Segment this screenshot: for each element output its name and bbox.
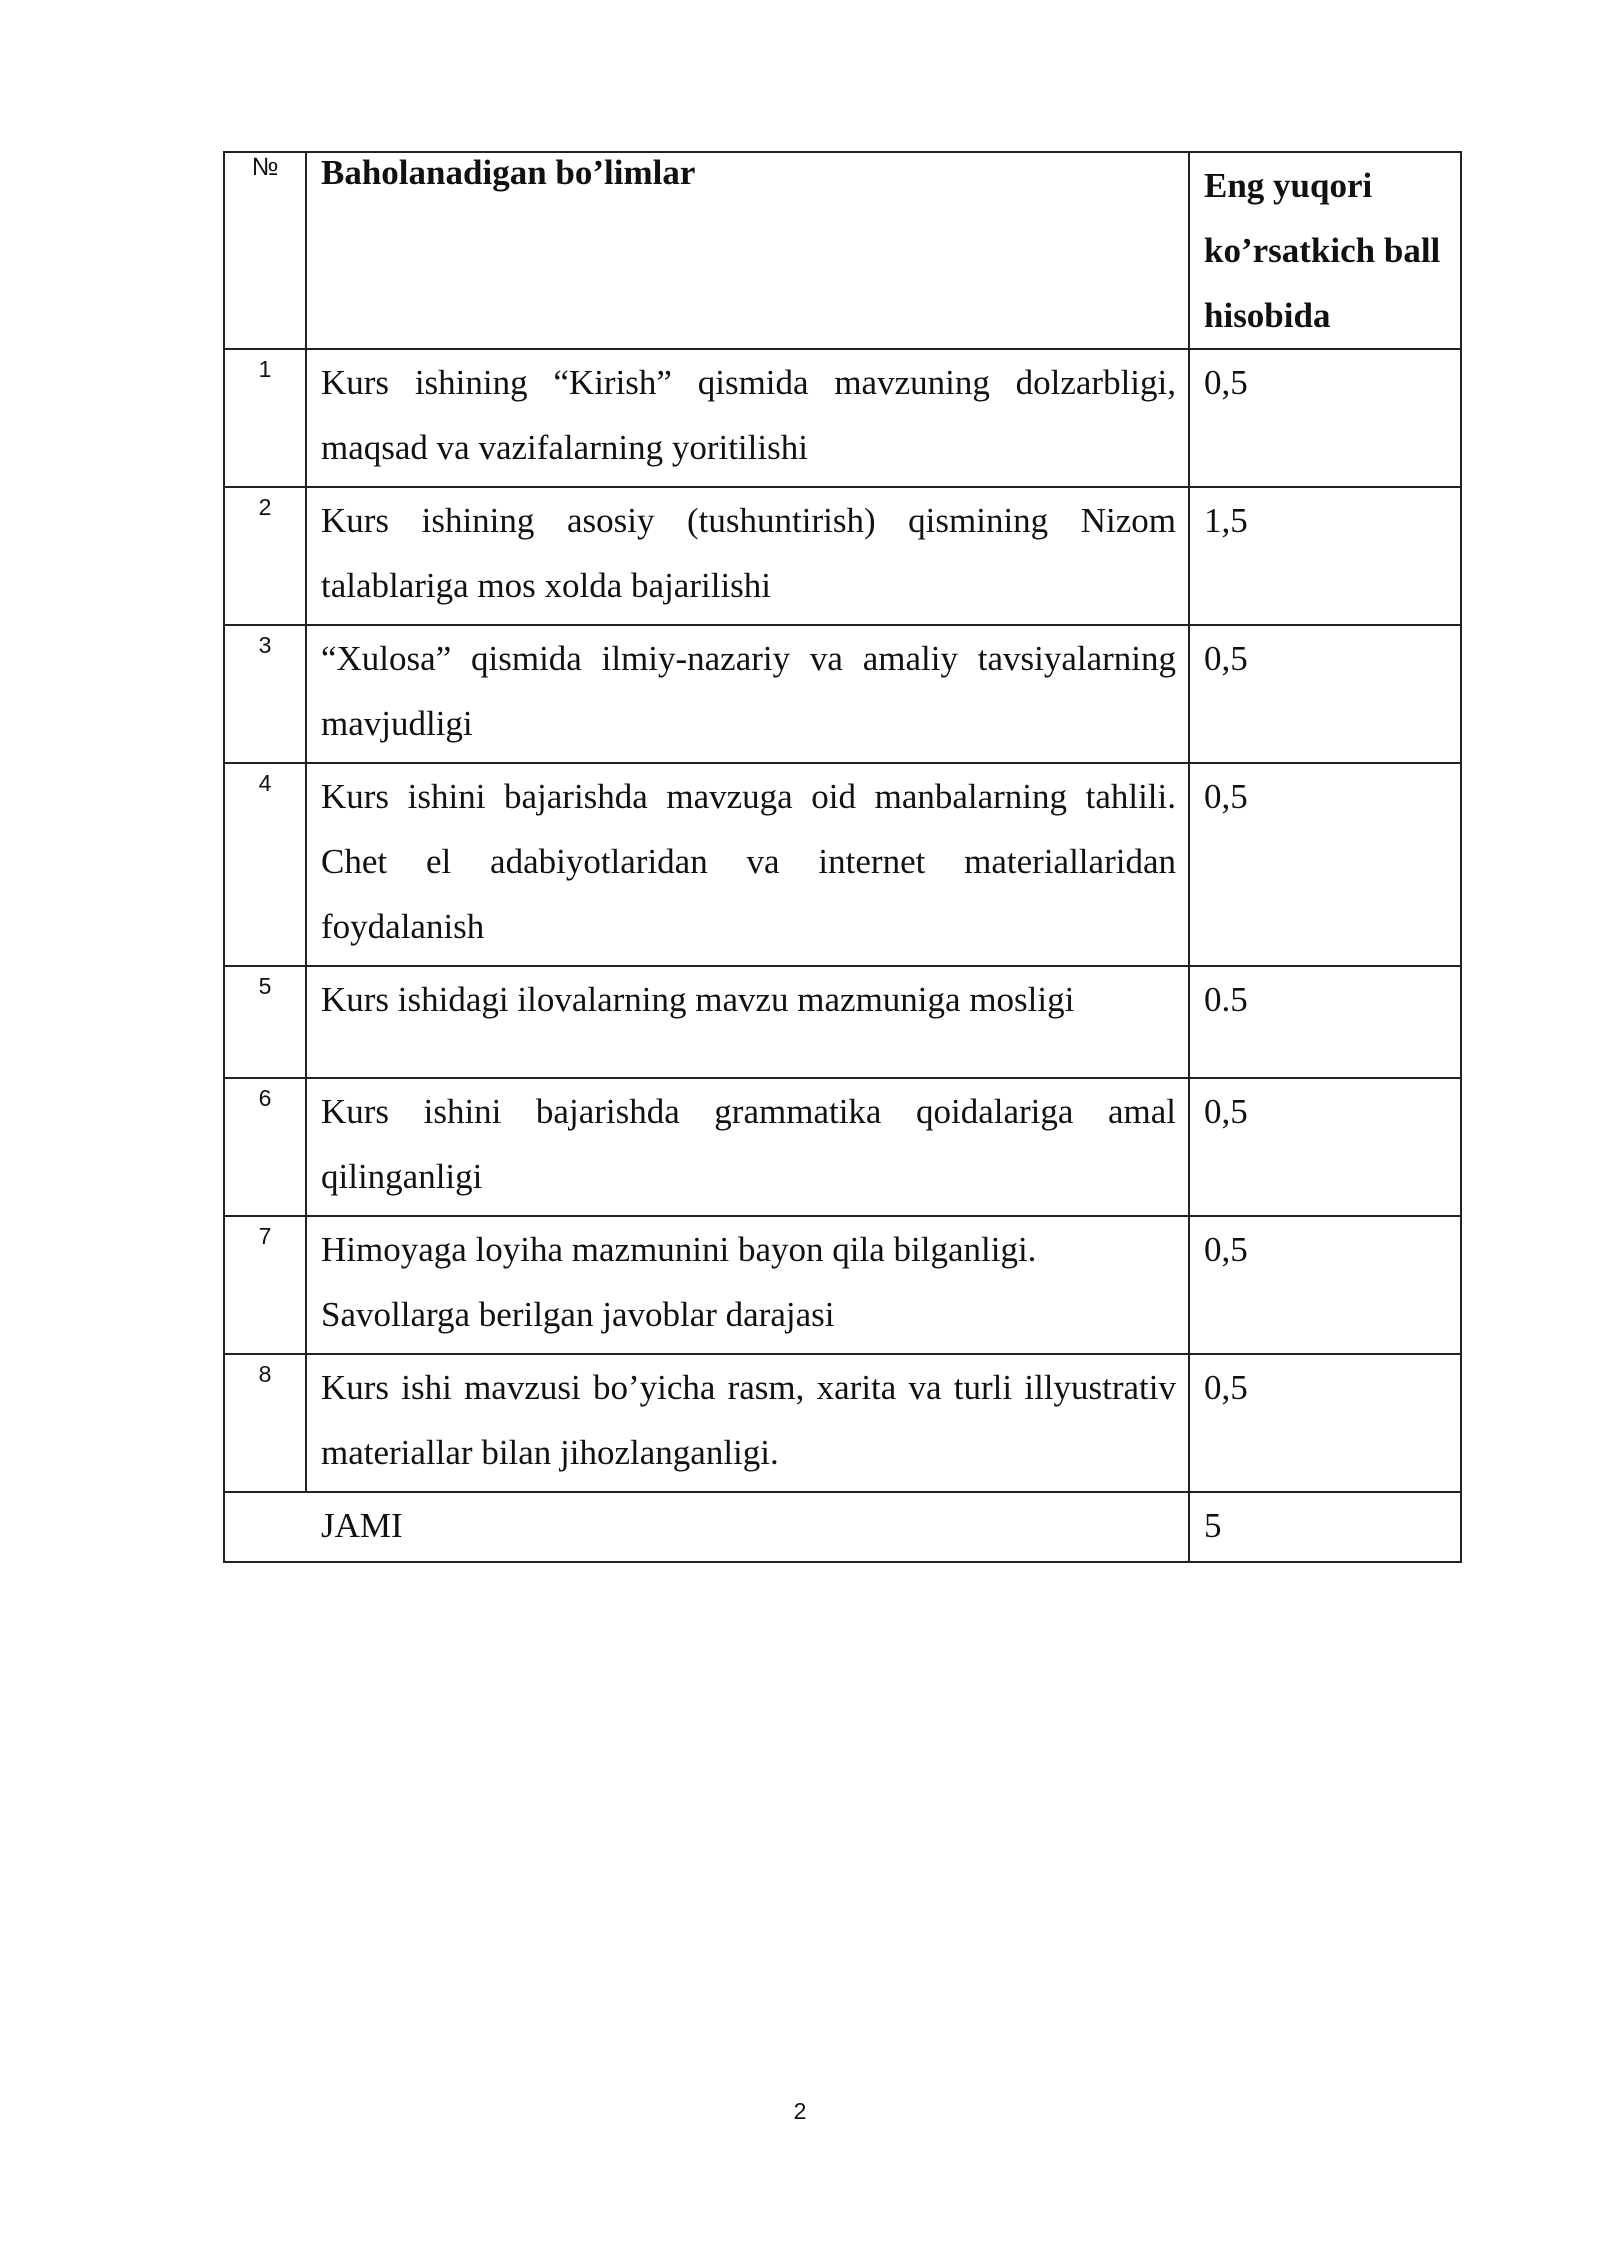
table-row	[224, 966, 1461, 1078]
grading-table	[223, 151, 1462, 1563]
table-header-row	[224, 152, 1461, 349]
total-row	[224, 1492, 1461, 1562]
number-column-header: №	[224, 152, 306, 349]
row-score: 0,5	[1189, 625, 1461, 763]
row-section: Kurs ishini bajarishda grammatika qoidalariga amal qilinganligi	[306, 1078, 1189, 1216]
row-number: 1	[224, 349, 306, 487]
table-row	[224, 1078, 1461, 1216]
row-number: 3	[224, 625, 306, 763]
row-number: 2	[224, 487, 306, 625]
row-number: 4	[224, 763, 306, 966]
row-number: 7	[224, 1216, 306, 1354]
section-column-header: Baholanadigan bo’limlar	[306, 152, 1189, 349]
table-row	[224, 625, 1461, 763]
row-section: “Xulosa” qismida ilmiy-nazariy va amaliy tavsiyalarning mavjudligi	[306, 625, 1189, 763]
row-number: 8	[224, 1354, 306, 1492]
row-section: Himoyaga loyiha mazmunini bayon qila bilganligi. Savollarga berilgan javoblar darajasi	[306, 1216, 1189, 1354]
row-section: Kurs ishidagi ilovalarning mavzu mazmuniga mosligi	[306, 966, 1189, 1078]
page-number: 2	[793, 2098, 807, 2124]
row-section: Kurs ishining asosiy (tushuntirish) qismining Nizom talablariga mos xolda bajarilishi	[306, 487, 1189, 625]
row-section: Kurs ishi mavzusi bo’yicha rasm, xarita va turli illyustrativ materiallar bilan jihozlanganligi.	[306, 1354, 1189, 1492]
row-number: 6	[224, 1078, 306, 1216]
total-label: JAMI	[321, 1506, 403, 1545]
row-score: 0,5	[1189, 1216, 1461, 1354]
table-row	[224, 487, 1461, 625]
row-number: 5	[224, 966, 306, 1078]
row-section: Kurs ishini bajarishda mavzuga oid manbalarning tahlili. Chet el adabiyotlaridan va internet materiallaridan foydalanish	[306, 763, 1189, 966]
row-score: 0.5	[1189, 966, 1461, 1078]
row-score: 0,5	[1189, 349, 1461, 487]
score-column-header: Eng yuqori ko’rsatkich ball hisobida	[1189, 152, 1461, 349]
total-score: 5	[1189, 1492, 1461, 1562]
row-score: 0,5	[1189, 1078, 1461, 1216]
table-row	[224, 763, 1461, 966]
total-label-cell	[224, 1492, 1189, 1562]
table-row	[224, 349, 1461, 487]
row-score: 0,5	[1189, 1354, 1461, 1492]
table-row	[224, 1354, 1461, 1492]
row-section: Kurs ishining “Kirish” qismida mavzuning dolzarbligi, maqsad va vazifalarning yoritilishi	[306, 349, 1189, 487]
row-score: 0,5	[1189, 763, 1461, 966]
row-score: 1,5	[1189, 487, 1461, 625]
table-row	[224, 1216, 1461, 1354]
